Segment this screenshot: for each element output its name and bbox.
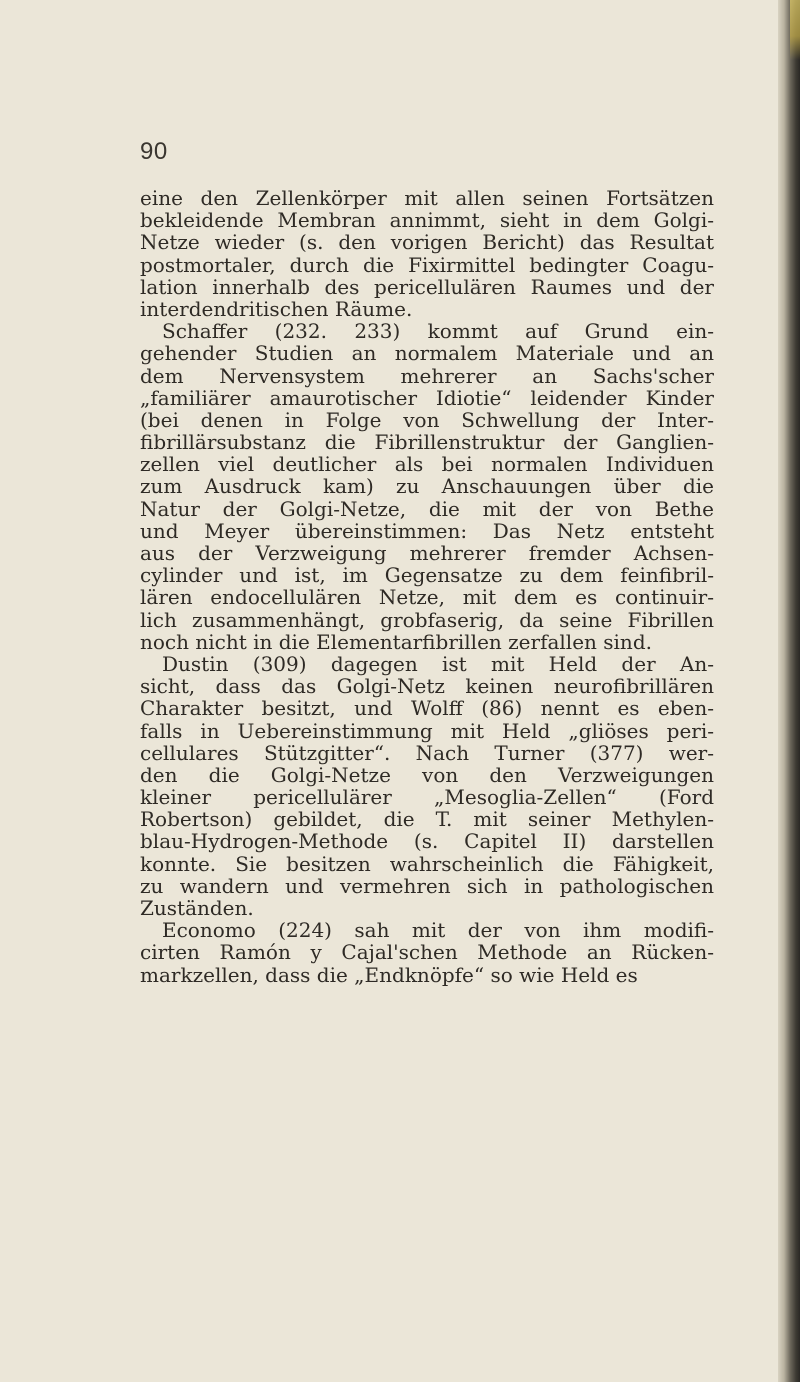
text-line: kleiner pericellulärer „Mesoglia-Zellen“ (Ford <box>140 785 714 810</box>
text-line: postmortaler, durch die Fixirmittel bedingter Coagu- <box>140 252 714 277</box>
text-line: lich zusammenhängt, grobfaserig, da seine Fibrillen <box>140 607 714 632</box>
text-line: cylinder und ist, im Gegensatze zu dem feinfibril- <box>140 563 714 588</box>
text-line: Robertson) gebildet, die T. mit seiner Methylen- <box>140 807 714 832</box>
text-line: noch nicht in die Elementarfibrillen zerfallen sind. <box>140 629 652 654</box>
text-line: lären endocellulären Netze, mit dem es continuir- <box>140 585 714 610</box>
text-line: den die Golgi-Netze von den Verzweigungen <box>140 762 714 787</box>
text-line: Dustin (309) dagegen ist mit Held der An- <box>162 651 714 676</box>
text-line: sicht, dass das Golgi-Netz keinen neurofibrillären <box>140 674 714 699</box>
text-line: und Meyer übereinstimmen: Das Netz entsteht <box>140 518 714 543</box>
text-line: markzellen, dass die „Endknöpfe“ so wie Held es <box>140 962 638 987</box>
text-line: Natur der Golgi-Netze, die mit der von Bethe <box>140 496 714 521</box>
text-line: Zuständen. <box>140 896 254 920</box>
text-line: Netze wieder (s. den vorigen Bericht) das Resultat <box>140 230 714 255</box>
body-text <box>140 187 714 986</box>
text-line: konnte. Sie besitzen wahrscheinlich die Fähigkeit, <box>140 851 714 876</box>
text-line: cellulares Stützgitter“. Nach Turner (377) wer- <box>140 740 714 765</box>
text-line: cirten Ramón y Cajal'schen Methode an Rücken- <box>140 940 714 965</box>
text-line: zum Ausdruck kam) zu Anschauungen über die <box>140 474 714 499</box>
text-line: „familiärer amaurotischer Idiotie“ leidender Kinder <box>140 385 714 410</box>
text-line: Economo (224) sah mit der von ihm modifi- <box>162 918 714 943</box>
text-line: gehender Studien an normalem Materiale und an <box>140 341 714 366</box>
text-line: (bei denen in Folge von Schwellung der Inter- <box>140 407 714 432</box>
text-line: dem Nervensystem mehrerer an Sachs'scher <box>140 363 714 388</box>
text-line: fibrillärsubstanz die Fibrillenstruktur der Ganglien- <box>140 430 714 455</box>
text-line: zellen viel deutlicher als bei normalen Individuen <box>140 452 714 477</box>
text-line: blau-Hydrogen-Methode (s. Capitel II) darstellen <box>140 829 714 854</box>
page-edge-shadow <box>778 0 800 1382</box>
text-line: eine den Zellenkörper mit allen seinen Fortsätzen <box>140 186 714 210</box>
text-line: bekleidende Membran annimmt, sieht in dem Golgi- <box>140 208 714 233</box>
text-line: falls in Uebereinstimmung mit Held „gliöses peri- <box>140 718 714 743</box>
page-number: 90 <box>140 138 168 165</box>
text-line: Schaffer (232. 233) kommt auf Grund ein- <box>162 319 714 344</box>
text-line: aus der Verzweigung mehrerer fremder Achsen- <box>140 541 714 565</box>
page-edge-stain <box>790 0 800 60</box>
text-line: interdendritischen Räume. <box>140 296 413 321</box>
text-line: Charakter besitzt, und Wolff (86) nennt es eben- <box>140 696 714 721</box>
text-line: lation innerhalb des pericellulären Raumes und der <box>140 274 714 299</box>
text-line: zu wandern und vermehren sich in pathologischen <box>140 873 714 898</box>
